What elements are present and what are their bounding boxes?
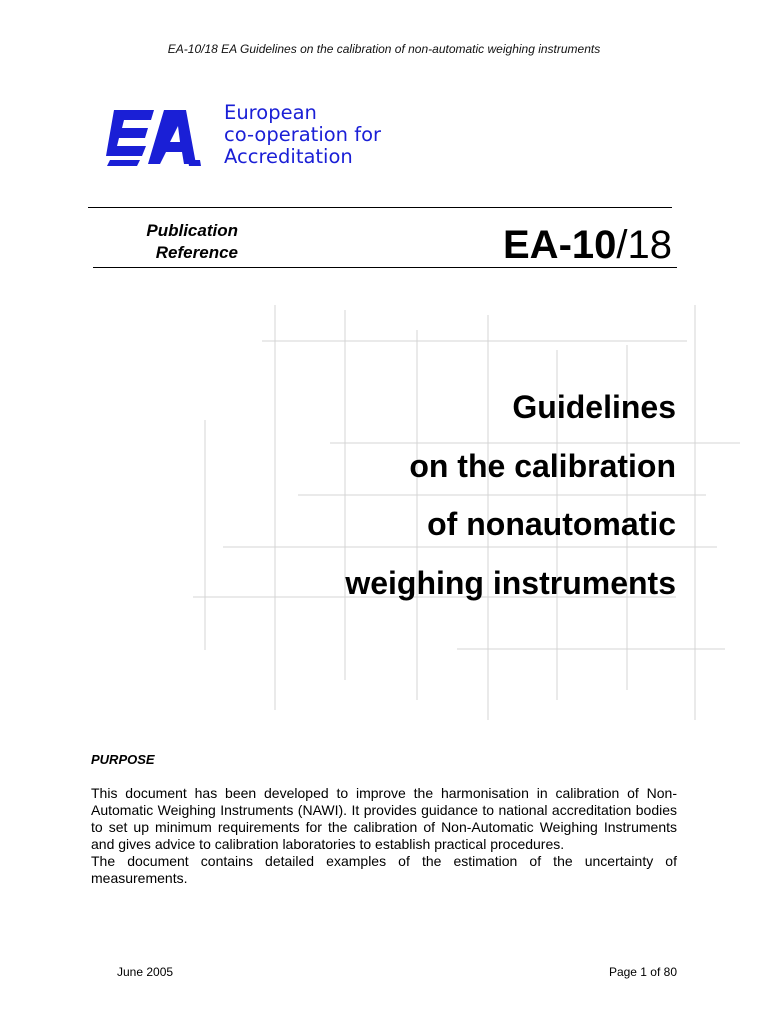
document-number-suffix: /18	[616, 223, 672, 267]
document-number	[503, 222, 672, 268]
purpose-paragraph-2: The document contains detailed examples of the estimation of the uncertainty of measurements.	[91, 853, 677, 886]
document-number-bold: EA-10	[503, 223, 617, 267]
logo-line-3: Accreditation	[224, 145, 353, 168]
title-line-1: Guidelines	[512, 389, 676, 425]
logo-line-1: European	[224, 101, 317, 124]
running-header: EA-10/18 EA Guidelines on the calibration of non-automatic weighing instruments	[167, 42, 601, 56]
title-line-4: weighing instruments	[345, 564, 676, 601]
purpose-body	[91, 785, 677, 887]
title-line-3: of nonautomatic	[427, 506, 676, 542]
ea-logo	[104, 101, 404, 174]
purpose-heading: PURPOSE	[91, 752, 155, 767]
logo-line-2: co-operation for	[224, 123, 382, 146]
pubref-line-1: Publication	[146, 221, 238, 240]
publication-reference-label	[88, 220, 238, 264]
bottom-rule	[93, 267, 677, 268]
title-line-2: on the calibration	[409, 447, 676, 484]
footer-date: June 2005	[117, 965, 174, 979]
top-rule	[88, 207, 672, 208]
purpose-paragraph-1: This document has been developed to improve the harmonisation in calibration of Non-Automatic Weighing Instruments (NAWI). It provides guidance to national accreditation bodies to set up minimum requirements for the calibration of Non-Automatic Weighing Instruments and gives advice to calibration laboratories to establish practical procedures.	[91, 785, 677, 852]
ea-logo-icon	[104, 104, 202, 170]
document-title	[345, 378, 676, 612]
pubref-line-2: Reference	[155, 243, 238, 262]
footer-page-number: Page 1 of 80	[608, 965, 677, 979]
